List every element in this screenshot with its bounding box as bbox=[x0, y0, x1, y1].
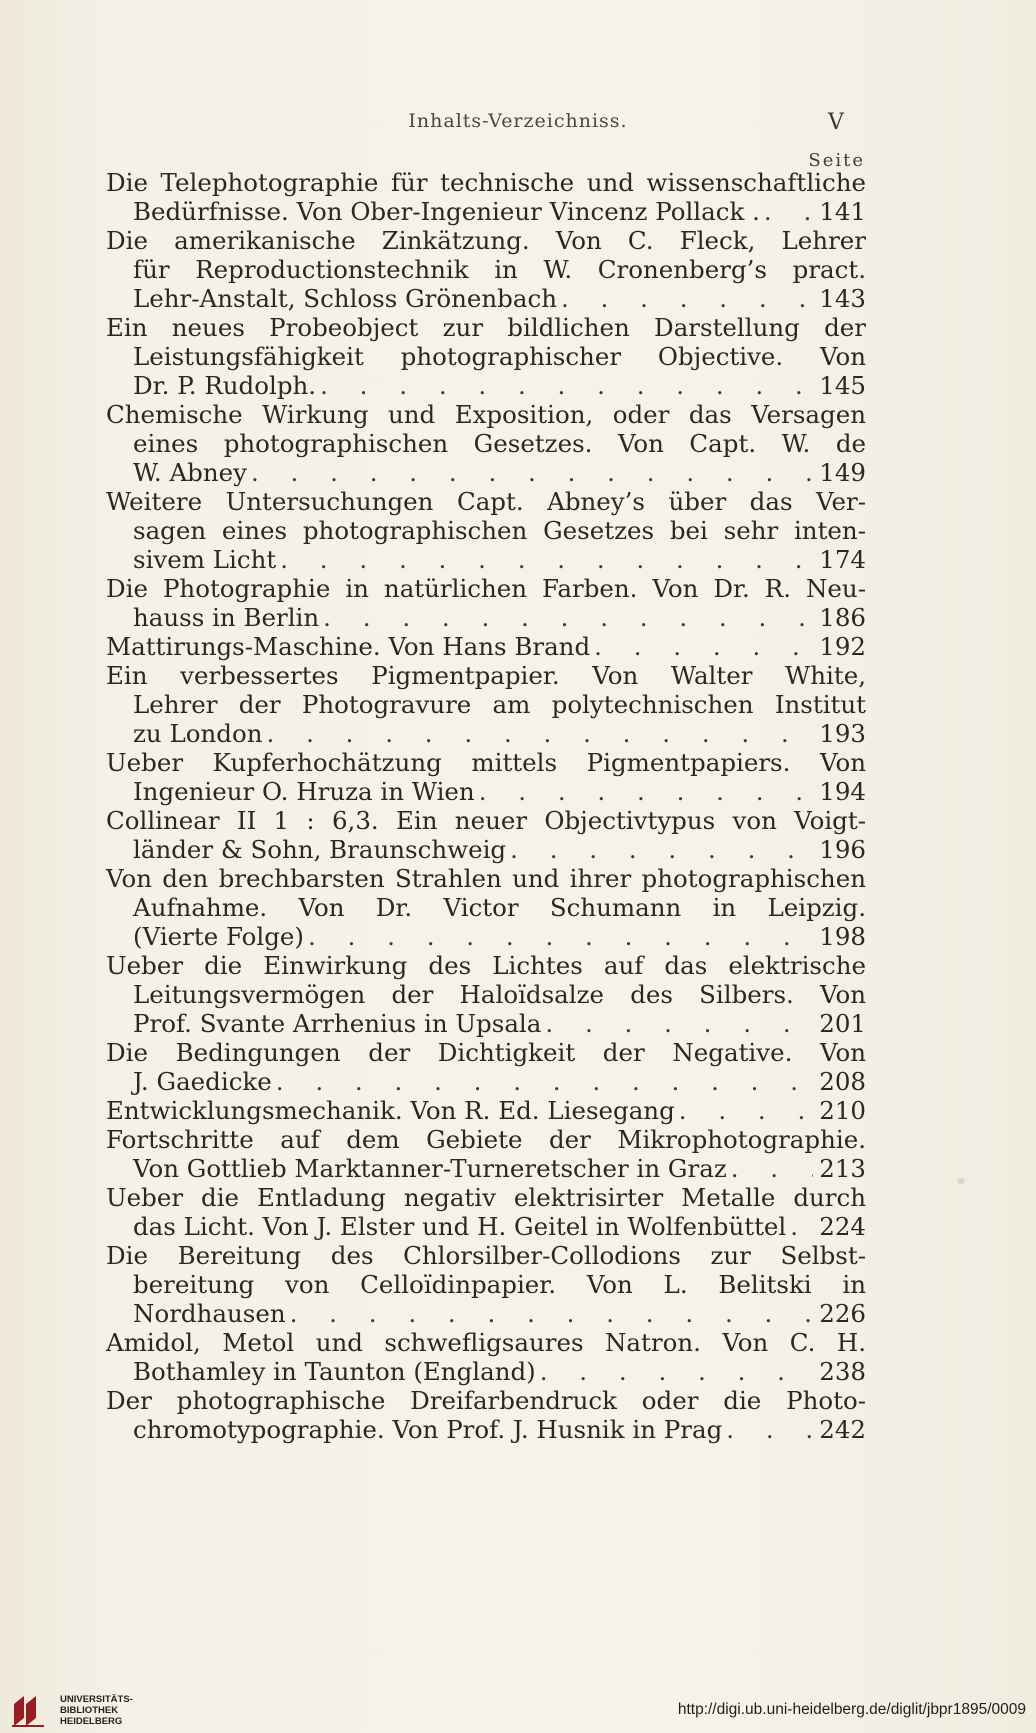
toc-entry-line bbox=[106, 1038, 866, 1067]
dot-leader bbox=[510, 835, 813, 864]
dot-leader bbox=[308, 922, 813, 951]
toc-entry[interactable] bbox=[106, 574, 866, 632]
toc-entry-text: Lehr-Anstalt, Schloss Grönenbach bbox=[133, 284, 557, 313]
toc-entry-last-line bbox=[106, 371, 866, 400]
toc-entry[interactable] bbox=[106, 487, 866, 574]
toc-entry-line bbox=[106, 313, 866, 342]
toc-entry-text: sagen eines photographischen Gesetzes bei sehr inten- bbox=[133, 516, 866, 545]
toc-entry-text: Collinear II 1 : 6,3. Ein neuer Objectivtypus von Voigt- bbox=[106, 806, 866, 835]
toc-entry-text: Die amerikanische Zinkätzung. Von C. Fleck, Lehrer bbox=[106, 226, 866, 255]
toc-entry-line bbox=[106, 1270, 866, 1299]
toc-entry-text: W. Abney bbox=[133, 458, 247, 487]
toc-entry[interactable] bbox=[106, 951, 866, 1038]
toc-entry-text: Dr. P. Rudolph. bbox=[133, 371, 317, 400]
running-head bbox=[0, 110, 1036, 140]
dot-leader bbox=[790, 1212, 813, 1241]
toc-entry-text: Entwicklungsmechanik. Von R. Ed. Liesegang bbox=[106, 1096, 675, 1125]
toc-entry-text: Die Photographie in natürlichen Farben. Von Dr. R. Neu- bbox=[106, 574, 866, 603]
toc-entry-text: zu London bbox=[133, 719, 263, 748]
dot-leader bbox=[726, 1415, 813, 1444]
toc-entry-line bbox=[106, 893, 866, 922]
toc-entry-text: Aufnahme. Von Dr. Victor Schumann in Leipzig. bbox=[133, 893, 866, 922]
toc-entry-last-line bbox=[106, 197, 866, 226]
toc-entry-text: Bothamley in Taunton (England) bbox=[133, 1357, 536, 1386]
toc-entry-last-line bbox=[106, 1154, 866, 1183]
library-logo[interactable] bbox=[8, 1690, 148, 1730]
toc-entry-text: Chemische Wirkung und Exposition, oder das Versagen bbox=[106, 400, 866, 429]
toc-entry-line bbox=[106, 400, 866, 429]
toc-entry-text: Die Telephotographie für technische und wissenschaftliche bbox=[106, 168, 866, 197]
toc-entry-text: J. Gaedicke bbox=[133, 1067, 272, 1096]
toc-entry-line bbox=[106, 168, 866, 197]
toc-entry-last-line bbox=[106, 284, 866, 313]
toc-page-number: 192 bbox=[819, 632, 866, 661]
toc-entry-line bbox=[106, 1328, 866, 1357]
dot-leader bbox=[679, 1096, 813, 1125]
toc-entry-line bbox=[106, 1125, 866, 1154]
toc-entry-text: chromotypographie. Von Prof. J. Husnik in Prag bbox=[133, 1415, 723, 1444]
toc-page-number: 141 bbox=[819, 197, 866, 226]
dot-leader bbox=[561, 284, 813, 313]
toc-entry[interactable] bbox=[106, 1386, 866, 1444]
toc-entry-text: sivem Licht bbox=[133, 545, 277, 574]
toc-entry[interactable] bbox=[106, 632, 866, 661]
toc-entry[interactable] bbox=[106, 1096, 866, 1125]
column-label-seite: Seite bbox=[808, 150, 865, 171]
toc-entry[interactable] bbox=[106, 748, 866, 806]
toc-entry-text: (Vierte Folge) bbox=[133, 922, 304, 951]
toc-entry-last-line bbox=[106, 719, 866, 748]
library-logo-icon bbox=[10, 1692, 50, 1728]
toc-entry-text: Nordhausen bbox=[133, 1299, 286, 1328]
toc-page-number: 186 bbox=[819, 603, 866, 632]
toc-entry-last-line bbox=[106, 922, 866, 951]
dot-leader bbox=[731, 1154, 814, 1183]
toc-entry-last-line bbox=[106, 1415, 866, 1444]
toc-page-number: 242 bbox=[819, 1415, 866, 1444]
toc-entry-line bbox=[106, 342, 866, 371]
toc-entry-text: das Licht. Von J. Elster und H. Geitel in Wolfenbüttel bbox=[133, 1212, 787, 1241]
toc-entry[interactable] bbox=[106, 864, 866, 951]
toc-page-number: 224 bbox=[819, 1212, 866, 1241]
toc-entry-line bbox=[106, 1241, 866, 1270]
toc-entry-text: Ueber Kupferhochätzung mittels Pigmentpapiers. Von bbox=[106, 748, 866, 777]
toc-entry-line bbox=[106, 1386, 866, 1415]
toc-page-number: 196 bbox=[819, 835, 866, 864]
toc-entry-text: Leistungsfähigkeit photographischer Objective. Von bbox=[133, 342, 866, 371]
dot-leader bbox=[251, 458, 813, 487]
toc-entry[interactable] bbox=[106, 1328, 866, 1386]
toc-entry-text: bereitung von Celloïdinpapier. Von L. Belitski in bbox=[133, 1270, 866, 1299]
toc-entry[interactable] bbox=[106, 661, 866, 748]
folio-number: V bbox=[828, 110, 844, 135]
logo-line: UNIVERSITÄTS- bbox=[60, 1694, 133, 1705]
toc-entry-text: Bedürfnisse. Von Ober-Ingenieur Vincenz Pollack . bbox=[133, 197, 760, 226]
dot-leader bbox=[540, 1357, 814, 1386]
toc-entry-text: Ein verbessertes Pigmentpapier. Von Walter White, bbox=[106, 661, 866, 690]
toc-entry-last-line bbox=[106, 1357, 866, 1386]
toc-entry-last-line bbox=[106, 777, 866, 806]
library-logo-text bbox=[60, 1694, 133, 1727]
toc-entry[interactable] bbox=[106, 1038, 866, 1096]
toc-page-number: 201 bbox=[819, 1009, 866, 1038]
toc-page-number: 145 bbox=[819, 371, 866, 400]
toc-entry-line bbox=[106, 1183, 866, 1212]
toc-entry-last-line bbox=[106, 1009, 866, 1038]
toc-page-number: 149 bbox=[819, 458, 866, 487]
toc-page-number: 238 bbox=[819, 1357, 866, 1386]
toc-entry-text: Mattirungs-Maschine. Von Hans Brand bbox=[106, 632, 591, 661]
toc-page-number: 208 bbox=[819, 1067, 866, 1096]
toc-entry-text: Prof. Svante Arrhenius in Upsala bbox=[133, 1009, 542, 1038]
dot-leader bbox=[320, 371, 813, 400]
toc-entry-text: Ueber die Entladung negativ elektrisirter Metalle durch bbox=[106, 1183, 866, 1212]
toc-entry[interactable] bbox=[106, 1183, 866, 1241]
toc-page-number: 213 bbox=[819, 1154, 866, 1183]
toc-entry-text: Fortschritte auf dem Gebiete der Mikrophotographie. bbox=[106, 1125, 866, 1154]
table-of-contents bbox=[106, 168, 866, 1444]
toc-entry-text: länder & Sohn, Braunschweig bbox=[133, 835, 507, 864]
toc-entry-text: für Reproductionstechnik in W. Cronenberg’s pract. bbox=[133, 255, 866, 284]
toc-entry[interactable] bbox=[106, 226, 866, 313]
toc-entry-text: Die Bedingungen der Dichtigkeit der Negative. Von bbox=[106, 1038, 866, 1067]
toc-entry-last-line bbox=[106, 1096, 866, 1125]
toc-page-number: 193 bbox=[819, 719, 866, 748]
toc-entry-text: Von den brechbarsten Strahlen und ihrer photographischen bbox=[106, 864, 866, 893]
toc-entry-line bbox=[106, 951, 866, 980]
paper-mark bbox=[957, 1178, 965, 1184]
toc-entry-text: Der photographische Dreifarbendruck oder die Photo- bbox=[106, 1386, 866, 1415]
toc-entry[interactable] bbox=[106, 313, 866, 400]
logo-line: HEIDELBERG bbox=[60, 1716, 123, 1727]
toc-entry-text: Ein neues Probeobject zur bildlichen Darstellung der bbox=[106, 313, 866, 342]
toc-entry-line bbox=[106, 690, 866, 719]
toc-page-number: 194 bbox=[819, 777, 866, 806]
toc-page-number: 143 bbox=[819, 284, 866, 313]
toc-entry-text: Weitere Untersuchungen Capt. Abney’s über das Ver- bbox=[106, 487, 866, 516]
toc-entry-line bbox=[106, 429, 866, 458]
toc-entry-last-line bbox=[106, 632, 866, 661]
dot-leader bbox=[280, 545, 813, 574]
toc-entry-text: eines photographischen Gesetzes. Von Capt. W. de bbox=[133, 429, 866, 458]
dot-leader bbox=[545, 1009, 813, 1038]
source-url-link[interactable]: http://digi.ub.uni-heidelberg.de/diglit/jbpr1895/0009 bbox=[677, 1701, 1026, 1718]
toc-entry[interactable] bbox=[106, 400, 866, 487]
dot-leader bbox=[594, 632, 813, 661]
toc-entry[interactable] bbox=[106, 806, 866, 864]
dot-leader bbox=[267, 719, 814, 748]
toc-entry-line bbox=[106, 864, 866, 893]
toc-entry-line bbox=[106, 748, 866, 777]
toc-entry-line bbox=[106, 980, 866, 1009]
toc-entry-line bbox=[106, 516, 866, 545]
dot-leader bbox=[479, 777, 814, 806]
toc-page-number: 174 bbox=[819, 545, 866, 574]
toc-entry-last-line bbox=[106, 1067, 866, 1096]
toc-entry[interactable] bbox=[106, 168, 866, 226]
toc-entry-text: Ingenieur O. Hruza in Wien bbox=[133, 777, 475, 806]
toc-entry-last-line bbox=[106, 1212, 866, 1241]
toc-page-number: 198 bbox=[819, 922, 866, 951]
toc-page-number: 226 bbox=[819, 1299, 866, 1328]
toc-entry-line bbox=[106, 226, 866, 255]
toc-entry-line bbox=[106, 806, 866, 835]
toc-entry-text: Von Gottlieb Marktanner-Turneretscher in Graz bbox=[133, 1154, 727, 1183]
toc-entry[interactable] bbox=[106, 1125, 866, 1183]
toc-entry[interactable] bbox=[106, 1241, 866, 1328]
toc-entry-line bbox=[106, 487, 866, 516]
toc-entry-line bbox=[106, 574, 866, 603]
toc-entry-last-line bbox=[106, 458, 866, 487]
dot-leader bbox=[290, 1299, 814, 1328]
toc-entry-text: Leitungsvermögen der Haloïdsalze des Silbers. Von bbox=[133, 980, 866, 1009]
running-title: Inhalts-Verzeichniss. bbox=[408, 110, 628, 132]
toc-entry-last-line bbox=[106, 1299, 866, 1328]
toc-entry-last-line bbox=[106, 603, 866, 632]
logo-line: BIBLIOTHEK bbox=[60, 1705, 119, 1716]
toc-entry-text: hauss in Berlin bbox=[133, 603, 320, 632]
toc-entry-text: Die Bereitung des Chlorsilber-Collodions zur Selbst- bbox=[106, 1241, 866, 1270]
toc-entry-last-line bbox=[106, 835, 866, 864]
toc-entry-text: Ueber die Einwirkung des Lichtes auf das elektrische bbox=[106, 951, 866, 980]
toc-entry-text: Lehrer der Photogravure am polytechnischen Institut bbox=[133, 690, 866, 719]
toc-page-number: 210 bbox=[819, 1096, 866, 1125]
dot-leader bbox=[323, 603, 813, 632]
toc-entry-last-line bbox=[106, 545, 866, 574]
toc-entry-text: Amidol, Metol und schwefligsaures Natron. Von C. H. bbox=[106, 1328, 866, 1357]
dot-leader bbox=[764, 197, 813, 226]
toc-entry-line bbox=[106, 255, 866, 284]
dot-leader bbox=[276, 1067, 813, 1096]
toc-entry-line bbox=[106, 661, 866, 690]
